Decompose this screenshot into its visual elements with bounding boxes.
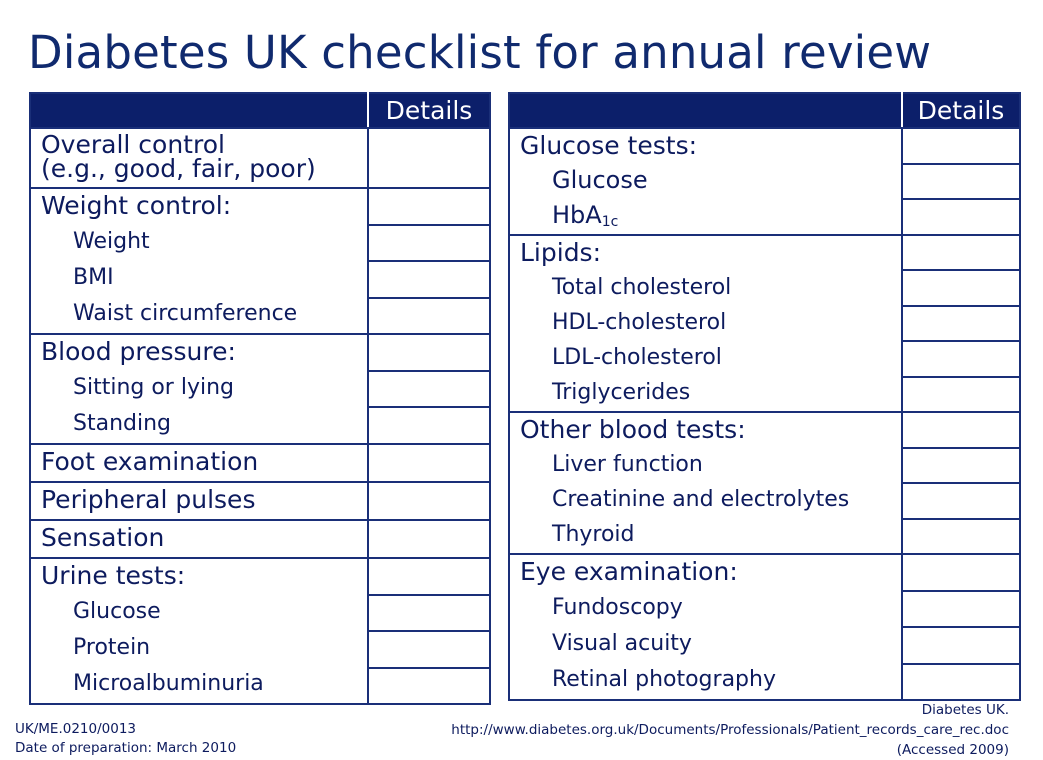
details-cell[interactable] xyxy=(368,558,490,595)
row-label-text: Weight control: xyxy=(41,191,232,220)
footer-accessed: (Accessed 2009) xyxy=(896,742,1009,758)
footer-date: Date of preparation: March 2010 xyxy=(15,740,237,756)
table-header-row xyxy=(30,93,490,128)
row-label-text: Total cholesterol xyxy=(552,275,732,300)
row-label-text: Retinal photography xyxy=(552,667,776,692)
details-cell[interactable] xyxy=(368,407,490,444)
hba1c-subscript: 1c xyxy=(601,214,619,230)
table-row xyxy=(509,412,1020,448)
row-label-text: Sensation xyxy=(41,523,165,552)
details-cell[interactable] xyxy=(368,520,490,558)
row-label-glucose-group xyxy=(509,128,902,235)
row-label-text: LDL-cholesterol xyxy=(552,345,722,370)
details-cell[interactable] xyxy=(902,306,1020,341)
details-cell[interactable] xyxy=(902,627,1020,664)
details-cell[interactable] xyxy=(902,664,1020,701)
details-cell[interactable] xyxy=(902,591,1020,628)
row-label-text: Sitting or lying xyxy=(73,375,234,400)
details-cell[interactable] xyxy=(368,482,490,520)
row-label-text: Blood pressure: xyxy=(41,337,236,366)
row-label-text: Liver function xyxy=(552,452,703,477)
details-cell[interactable] xyxy=(368,595,490,632)
table-row xyxy=(509,235,1020,270)
row-label-text: Creatinine and electrolytes xyxy=(552,487,850,512)
details-cell[interactable] xyxy=(902,235,1020,270)
details-cell[interactable] xyxy=(368,188,490,225)
table-row xyxy=(509,128,1020,164)
row-label-text: Thyroid xyxy=(552,522,635,547)
row-label-text: Waist circumference xyxy=(73,301,298,326)
details-cell[interactable] xyxy=(368,298,490,335)
table-header-row xyxy=(509,93,1020,128)
details-cell[interactable] xyxy=(902,270,1020,305)
row-label-text: Microalbuminuria xyxy=(73,671,264,696)
details-cell[interactable] xyxy=(902,483,1020,519)
left-checklist-table xyxy=(29,92,491,705)
row-label-hba1c xyxy=(510,199,901,234)
table-row xyxy=(30,188,490,225)
table-row xyxy=(30,334,490,371)
row-label-weight-group xyxy=(30,188,368,334)
row-label-text: Protein xyxy=(73,635,151,660)
row-label-overall xyxy=(30,128,368,188)
row-label-pulses xyxy=(30,482,368,520)
right-checklist-table xyxy=(508,92,1021,701)
footer-reference xyxy=(15,720,236,758)
details-cell[interactable] xyxy=(368,334,490,371)
row-label-text: Urine tests: xyxy=(41,561,186,590)
row-label-text: Other blood tests: xyxy=(520,415,746,444)
row-label-lipids-group xyxy=(509,235,902,412)
row-label-text: Fundoscopy xyxy=(552,595,683,620)
details-cell[interactable] xyxy=(368,668,490,705)
footer-source-name: Diabetes UK. xyxy=(921,702,1009,718)
details-header: Details xyxy=(902,93,1020,128)
details-cell[interactable] xyxy=(368,128,490,188)
table-row xyxy=(30,558,490,595)
table-row xyxy=(30,520,490,558)
table-row xyxy=(30,128,490,188)
header-blank-cell xyxy=(30,93,368,128)
row-label-text: Overall control xyxy=(41,130,225,159)
row-label-foot xyxy=(30,444,368,482)
details-cell[interactable] xyxy=(902,164,1020,200)
details-cell[interactable] xyxy=(368,261,490,298)
row-label-text: Triglycerides xyxy=(552,380,691,405)
details-cell[interactable] xyxy=(902,554,1020,591)
details-cell[interactable] xyxy=(368,371,490,408)
row-label-text: HbA xyxy=(552,201,602,229)
details-header: Details xyxy=(368,93,490,128)
table-row xyxy=(509,554,1020,591)
details-cell[interactable] xyxy=(368,631,490,668)
row-label-sensation xyxy=(30,520,368,558)
row-label-text: Eye examination: xyxy=(520,557,738,586)
details-cell[interactable] xyxy=(902,199,1020,235)
row-label-text: Foot examination xyxy=(41,447,259,476)
row-label-text: Visual acuity xyxy=(552,631,692,656)
details-cell[interactable] xyxy=(902,341,1020,376)
details-cell[interactable] xyxy=(902,412,1020,448)
row-label-bp-group xyxy=(30,334,368,444)
row-label-text: Glucose tests: xyxy=(520,131,698,160)
details-cell[interactable] xyxy=(368,225,490,262)
details-cell[interactable] xyxy=(368,444,490,482)
row-label-text: Weight xyxy=(73,229,150,254)
footer-source xyxy=(451,700,1009,760)
row-label-urine-group xyxy=(30,558,368,704)
row-label-other-blood-group xyxy=(509,412,902,554)
details-cell[interactable] xyxy=(902,377,1020,412)
row-label-text: Glucose xyxy=(552,166,648,194)
row-label-eye-group xyxy=(509,554,902,700)
row-label-text: Glucose xyxy=(73,599,161,624)
row-label-text: Lipids: xyxy=(520,238,602,267)
details-cell[interactable] xyxy=(902,519,1020,555)
row-label-text: HDL-cholesterol xyxy=(552,310,727,335)
footer-url[interactable]: http://www.diabetes.org.uk/Documents/Professionals/Patient_records_care_rec.doc xyxy=(451,722,1009,738)
row-label-text: (e.g., good, fair, poor) xyxy=(41,154,316,183)
details-cell[interactable] xyxy=(902,128,1020,164)
row-label-text: Peripheral pulses xyxy=(41,485,256,514)
details-cell[interactable] xyxy=(902,448,1020,484)
table-row xyxy=(30,444,490,482)
header-blank-cell xyxy=(509,93,902,128)
table-row xyxy=(30,482,490,520)
footer-code: UK/ME.0210/0013 xyxy=(15,721,137,737)
row-label-text: BMI xyxy=(73,265,114,290)
row-label-text: Standing xyxy=(73,411,172,436)
page-title: Diabetes UK checklist for annual review xyxy=(28,26,932,79)
